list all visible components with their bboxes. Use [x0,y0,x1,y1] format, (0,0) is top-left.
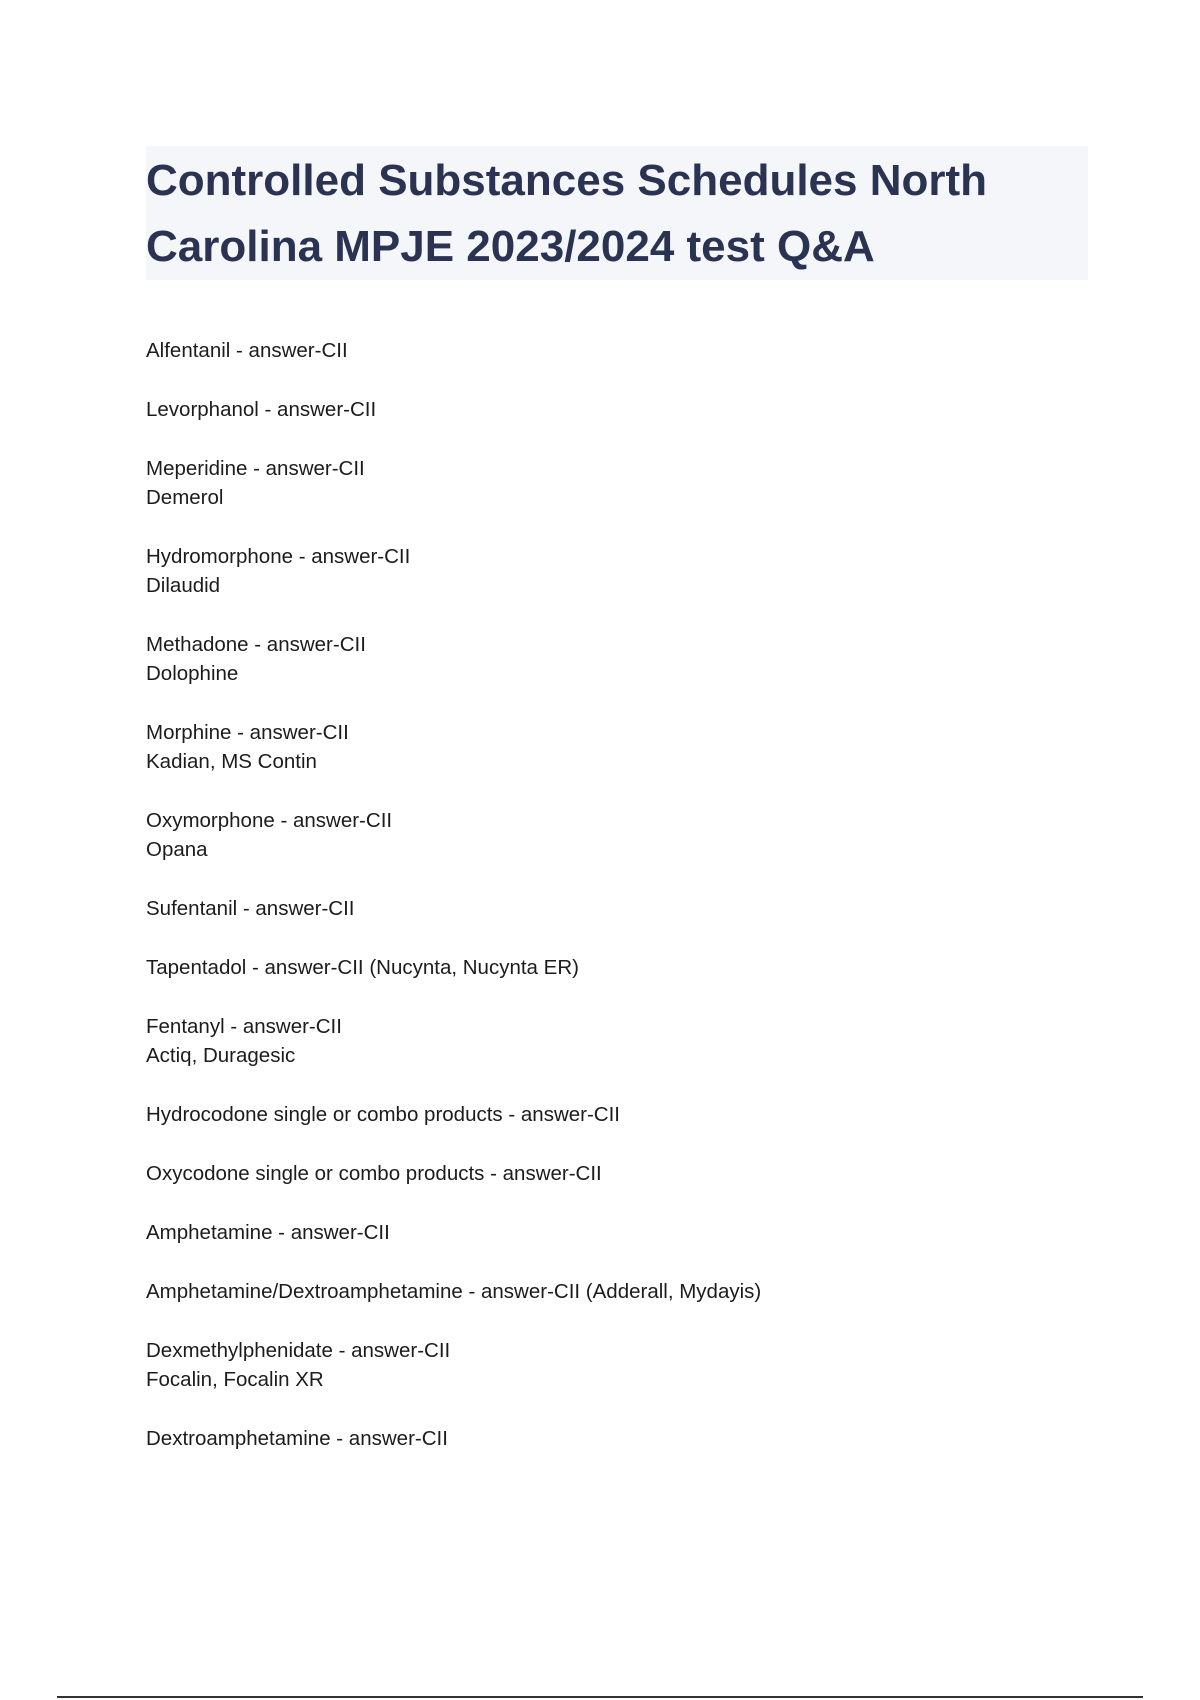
question-text: Meperidine - answer-CII [146,457,365,480]
list-item [146,1100,1086,1129]
question-text: Dexmethylphenidate - answer-CII [146,1339,451,1362]
question-text: Morphine - answer-CII [146,721,349,744]
question-text: Levorphanol - answer-CII [146,398,377,421]
question-text: Oxycodone single or combo products - answer-CII [146,1162,602,1185]
footer-divider [57,1696,1143,1698]
question-text: Hydrocodone single or combo products - answer-CII [146,1103,620,1126]
list-item [146,1159,1086,1188]
question-text: Methadone - answer-CII [146,633,366,656]
question-text: Amphetamine/Dextroamphetamine - answer-CII (Adderall, Mydayis) [146,1280,762,1303]
list-item [146,542,1086,600]
question-text: Hydromorphone - answer-CII [146,545,411,568]
brand-names-text: Dolophine [146,662,239,685]
brand-names-text: Actiq, Duragesic [146,1044,296,1067]
list-item [146,1218,1086,1247]
page-title-line-1: Controlled Substances Schedules North [146,156,988,205]
list-item [146,454,1086,512]
brand-names-text: Opana [146,838,208,861]
page-title-line-2: Carolina MPJE 2023/2024 test Q&A [146,222,875,271]
question-text: Dextroamphetamine - answer-CII [146,1427,448,1450]
title-block [146,146,1088,280]
list-item [146,718,1086,776]
list-item [146,1277,1086,1306]
list-item [146,1336,1086,1394]
list-item [146,1424,1086,1453]
list-item [146,953,1086,982]
list-item [146,630,1086,688]
list-item [146,395,1086,424]
list-item [146,806,1086,864]
brand-names-text: Focalin, Focalin XR [146,1368,324,1391]
brand-names-text: Demerol [146,486,224,509]
question-text: Alfentanil - answer-CII [146,339,348,362]
question-text: Tapentadol - answer-CII (Nucynta, Nucynta ER) [146,956,579,979]
question-text: Fentanyl - answer-CII [146,1015,342,1038]
brand-names-text: Kadian, MS Contin [146,750,317,773]
qa-list [146,336,1086,1483]
list-item [146,336,1086,365]
list-item [146,894,1086,923]
list-item [146,1012,1086,1070]
brand-names-text: Dilaudid [146,574,221,597]
question-text: Sufentanil - answer-CII [146,897,355,920]
question-text: Oxymorphone - answer-CII [146,809,393,832]
question-text: Amphetamine - answer-CII [146,1221,390,1244]
